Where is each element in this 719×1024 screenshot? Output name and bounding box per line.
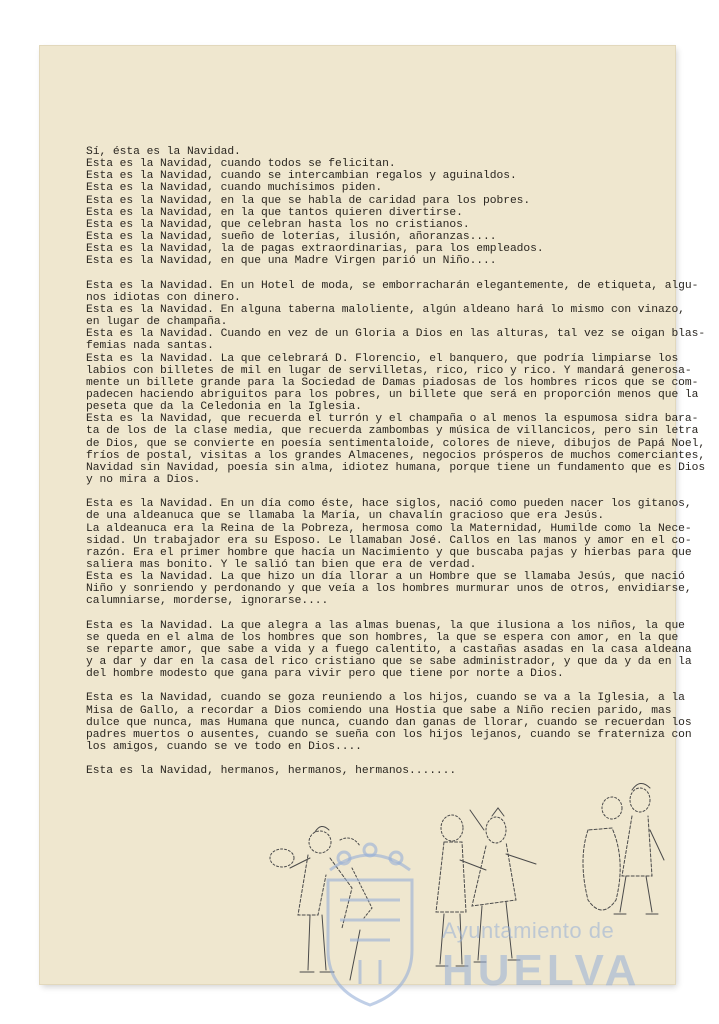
text-line: Esta es la Navidad. En alguna taberna maloliente, algún aldeano hará lo mismo con vinazo, (86, 303, 685, 316)
archive-watermark (310, 820, 680, 1010)
text-line: de Dios, que se convierte en poesía sentimentaloide, colores de nieve, dibujos de Papá Noel, (86, 437, 706, 450)
text-line: Esta es la Navidad, hermanos, hermanos, hermanos....... (86, 765, 457, 778)
paragraph (86, 146, 666, 268)
text-line: se queda en el alma de los hombres que son hombres, la que se espera con amor, en la que (86, 631, 679, 644)
paragraph (86, 498, 692, 608)
text-line: Esta es la Navidad. La que alegra a las almas buenas, la que ilusiona a los niños, la que (86, 619, 685, 632)
text-line: Esta es la Navidad, cuando muchísimos piden. (86, 182, 383, 195)
text-line: Sí, ésta es la Navidad. (86, 146, 241, 158)
text-line: padres muertos o ausentes, cuando se sueña con los hijos lejanos, cuando se fraterniza con (86, 728, 692, 741)
text-line: labios con billetes de mil en lugar de servilletas, rico, rico y rico. Y mandará generosa- (86, 364, 692, 377)
text-line: sidad. Un trabajador era su Esposo. Le llamaban José. Callos en las manos y amor en el co- (86, 534, 692, 547)
text-line: los amigos, cuando se ve todo en Dios.... (86, 741, 362, 754)
paragraph (86, 765, 666, 777)
text-line: Esta es la Navidad. Cuando en vez de un Gloria a Dios en las alturas, tal vez se oigan blas- (86, 328, 706, 341)
text-line: calumniarse, morderse, ignorarse.... (86, 595, 329, 608)
text-line: Esta es la Navidad. En un Hotel de moda, se emborracharán elegantemente, de etiqueta, algu- (86, 279, 699, 292)
text-line: mente un billete grande para la Sociedad de Damas piadosas de los hombres ricos que se com- (86, 376, 699, 389)
text-line: Esta es la Navidad, en la que tantos quieren divertirse. (86, 206, 463, 219)
typed-text-body (86, 146, 706, 778)
text-line: fríos de postal, visitas a los grandes Almacenes, negocios prósperos de muchos comerciantes, (86, 449, 706, 462)
text-line: y no mira a Dios. (86, 474, 201, 487)
paragraph (86, 619, 692, 681)
text-line: Esta es la Navidad, en que una Madre Virgen parió un Niño.... (86, 255, 497, 268)
text-line: saliera mas bonito. Y le salió tan bien que era de verdad. (86, 559, 477, 571)
text-line: Niño y sonriendo y perdonando y que veía a los hombres murmurar unos de otros, envidiarse, (86, 583, 692, 596)
text-line: peseta que da la Celedonia en la Iglesia. (86, 401, 362, 414)
text-line: La aldeanuca era la Reina de la Pobreza, hermosa como la Maternidad, Humilde como la Nece- (86, 522, 692, 535)
paragraph-gap (86, 753, 666, 765)
text-line: femias nada santas. (86, 340, 214, 353)
text-line: Esta es la Navidad. La que celebrará D. Florencio, el banquero, que podría limpiarse los (86, 352, 679, 365)
text-line: del hombre modesto que gana para vivir pero que tiene por norte a Dios. (86, 668, 564, 681)
text-line: Navidad sin Navidad, poesía sin alma, idiotez humana, porque tiene un fundamento que es Dios (86, 461, 706, 474)
text-line: Esta es la Navidad, cuando se intercambian regalos y aguinaldos. (86, 170, 517, 183)
city-shield-watermark (310, 840, 430, 1010)
text-line: razón. Era el primer hombre que hacía un Nacimiento y que buscaba pajas y hierbas para que (86, 546, 692, 559)
text-line: Esta es la Navidad, que celebran hasta los no cristianos. (86, 218, 470, 231)
paragraph-gap (86, 680, 666, 692)
text-line: nos idiotas con dinero. (86, 291, 241, 304)
text-line: padecen haciendo abriguitos para los pobres, un billete que será en proporción menos que la (86, 388, 699, 401)
paragraph (86, 279, 706, 487)
text-line: Esta es la Navidad, sueño de loterías, ilusión, añoranzas.... (86, 231, 497, 244)
paragraph (86, 692, 692, 754)
text-line: ta de los de la clase media, que recuerda zambombas y música de villancicos, pero sin letra (86, 425, 699, 438)
paragraph-gap (86, 608, 666, 620)
watermark-line-1: Ayuntamiento de (442, 918, 615, 943)
paragraph-gap (86, 486, 666, 498)
text-line: y a dar y dar en la casa del rico cristiano que se sabe administrador, y que da y da en la (86, 656, 692, 669)
text-line: Esta es la Navidad, que recuerda el turrón y el champaña o al menos la espumosa sidra bara- (86, 413, 699, 426)
paragraph-gap (86, 268, 666, 280)
text-line: dulce que nunca, mas Humana que nunca, cuando dan ganas de llorar, cuando se recuerdan los (86, 716, 692, 729)
text-line: Esta es la Navidad, cuando se goza reuniendo a los hijos, cuando se va a la Iglesia, a la (86, 692, 685, 705)
text-line: de una aldeanuca que se llamaba la María, un chavalín gracioso que era Jesús. (86, 510, 605, 523)
text-line: Misa de Gallo, a recordar a Dios comiendo una Hostia que sabe a Niño recien parido, mas (86, 704, 672, 717)
text-line: en lugar de champaña. (86, 316, 228, 329)
watermark-line-2: HUELVA (442, 946, 641, 995)
text-line: Esta es la Navidad. La que hizo un día llorar a un Hombre que se llamaba Jesús, que nació (86, 571, 685, 584)
text-line: Esta es la Navidad. En un día como éste, hace siglos, nació como pueden nacer los gitanos, (86, 498, 692, 511)
text-line: se reparte amor, que sabe a vida y a fuego calentito, a castañas asadas en la casa aldeana (86, 643, 692, 656)
text-line: Esta es la Navidad, la de pagas extraordinarias, para los empleados. (86, 243, 544, 256)
text-line: Esta es la Navidad, en la que se habla de caridad para los pobres. (86, 194, 531, 207)
text-line: Esta es la Navidad, cuando todos se felicitan. (86, 158, 396, 171)
